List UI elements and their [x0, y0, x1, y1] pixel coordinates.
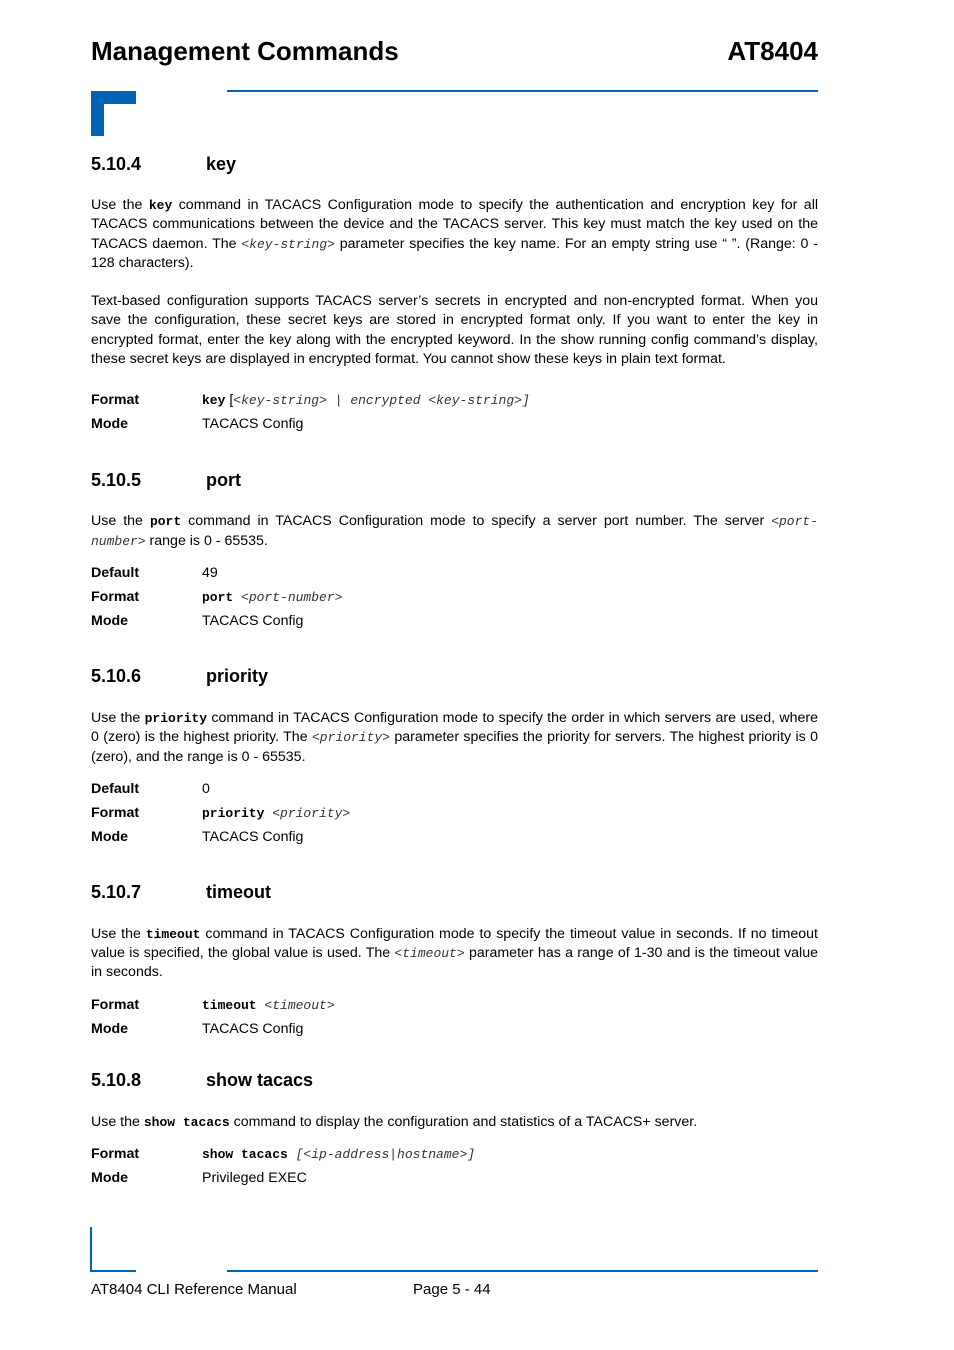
- footer-manual-title: AT8404 CLI Reference Manual: [91, 1281, 297, 1298]
- command-name: timeout: [145, 926, 201, 942]
- format-row: Format port <port-number>: [91, 588, 343, 605]
- section-heading: [91, 879, 818, 907]
- format-row: Format priority <priority>: [91, 804, 351, 821]
- section-port: [91, 466, 818, 663]
- section-title: priority: [206, 666, 269, 687]
- mode-row: Mode TACACS Config: [91, 828, 304, 845]
- section-heading: [91, 466, 818, 494]
- section-heading: [91, 663, 818, 691]
- format-row: Format timeout <timeout>: [91, 996, 335, 1013]
- format-row: Format key [<key-string> | encrypted <key-string>]: [91, 392, 530, 409]
- page-content: [91, 150, 818, 1190]
- section-key: [91, 150, 818, 466]
- section-heading: [91, 150, 818, 178]
- paragraph: Use the timeout command in TACACS Configuration mode to specify the timeout value in seconds. If no timeout value is specified, the global value is used. The <timeout> parameter has a range of 1-30 and is the timeout value in seconds.: [91, 925, 818, 981]
- mode-row: Mode TACACS Config: [91, 1020, 304, 1037]
- parameter-name: <priority>: [311, 730, 390, 746]
- section-timeout: [91, 879, 818, 1067]
- section-title: show tacacs: [206, 1070, 314, 1091]
- footer-divider: [227, 1270, 818, 1272]
- header-product: AT8404: [727, 36, 818, 66]
- section-number: 5.10.8: [91, 1070, 142, 1091]
- format-row: Format show tacacs [<ip-address|hostname>]: [91, 1146, 476, 1163]
- page-number: Page 5 - 44: [413, 1281, 491, 1298]
- footer-corner-mark: [90, 1227, 92, 1272]
- corner-mark-logo: [91, 91, 136, 136]
- footer-corner-mark-base: [90, 1270, 136, 1272]
- default-row: Default 49: [91, 564, 218, 581]
- paragraph: Use the key command in TACACS Configuration mode to specify the authentication and encryption key for all TACACS communications between the device and the TACACS server. This key must match the key used on the TACACS daemon. The <key-string> parameter specifies the key name. For an empty string use “ ”. (Range: 0 - 128 characters).: [91, 197, 818, 271]
- section-title: timeout: [206, 882, 271, 903]
- section-show-tacacs: [91, 1067, 818, 1190]
- section-heading: [91, 1067, 818, 1095]
- command-name: key: [148, 198, 173, 213]
- default-row: Default 0: [91, 780, 210, 797]
- parameter-name: <port-number>: [91, 514, 818, 549]
- paragraph: Use the port command in TACACS Configuration mode to specify a server port number. The server <port-number> range is 0 - 65535.: [91, 513, 818, 549]
- paragraph: Use the show tacacs command to display the configuration and statistics of a TACACS+ server.: [91, 1113, 698, 1130]
- section-number: 5.10.5: [91, 469, 142, 490]
- mode-row: Mode TACACS Config: [91, 612, 304, 629]
- command-name: port: [149, 514, 182, 530]
- paragraph: Use the priority command in TACACS Configuration mode to specify the order in which servers are used, where 0 (zero) is the highest priority. The <priority> parameter specifies the priority for servers. The highest priority is 0 (zero), and the range is 0 - 65535.: [91, 709, 818, 765]
- section-title: port: [206, 469, 241, 490]
- header-title: Management Commands: [91, 36, 399, 66]
- section-number: 5.10.6: [91, 666, 142, 687]
- mode-row: Mode TACACS Config: [91, 416, 304, 433]
- header-divider: [227, 90, 818, 92]
- mode-row: Mode Privileged EXEC: [91, 1170, 307, 1187]
- command-name: priority: [144, 710, 208, 726]
- parameter-name: <key-string>: [241, 236, 335, 252]
- section-title: key: [206, 153, 237, 174]
- command-name: show tacacs: [143, 1114, 230, 1130]
- section-number: 5.10.7: [91, 882, 142, 903]
- section-priority: [91, 663, 818, 879]
- parameter-name: <timeout>: [394, 946, 465, 962]
- paragraph: Text-based configuration supports TACACS server’s secrets in encrypted and non-encrypted format. When you save the configuration, these secret keys are stored in encrypted format only. If you want to enter the key in encrypted format, enter the key along with the encrypted keyword. In the show running config command’s display, these secret keys are displayed in encrypted format. You cannot show these keys in plain text format.: [91, 293, 818, 368]
- section-number: 5.10.4: [91, 153, 142, 174]
